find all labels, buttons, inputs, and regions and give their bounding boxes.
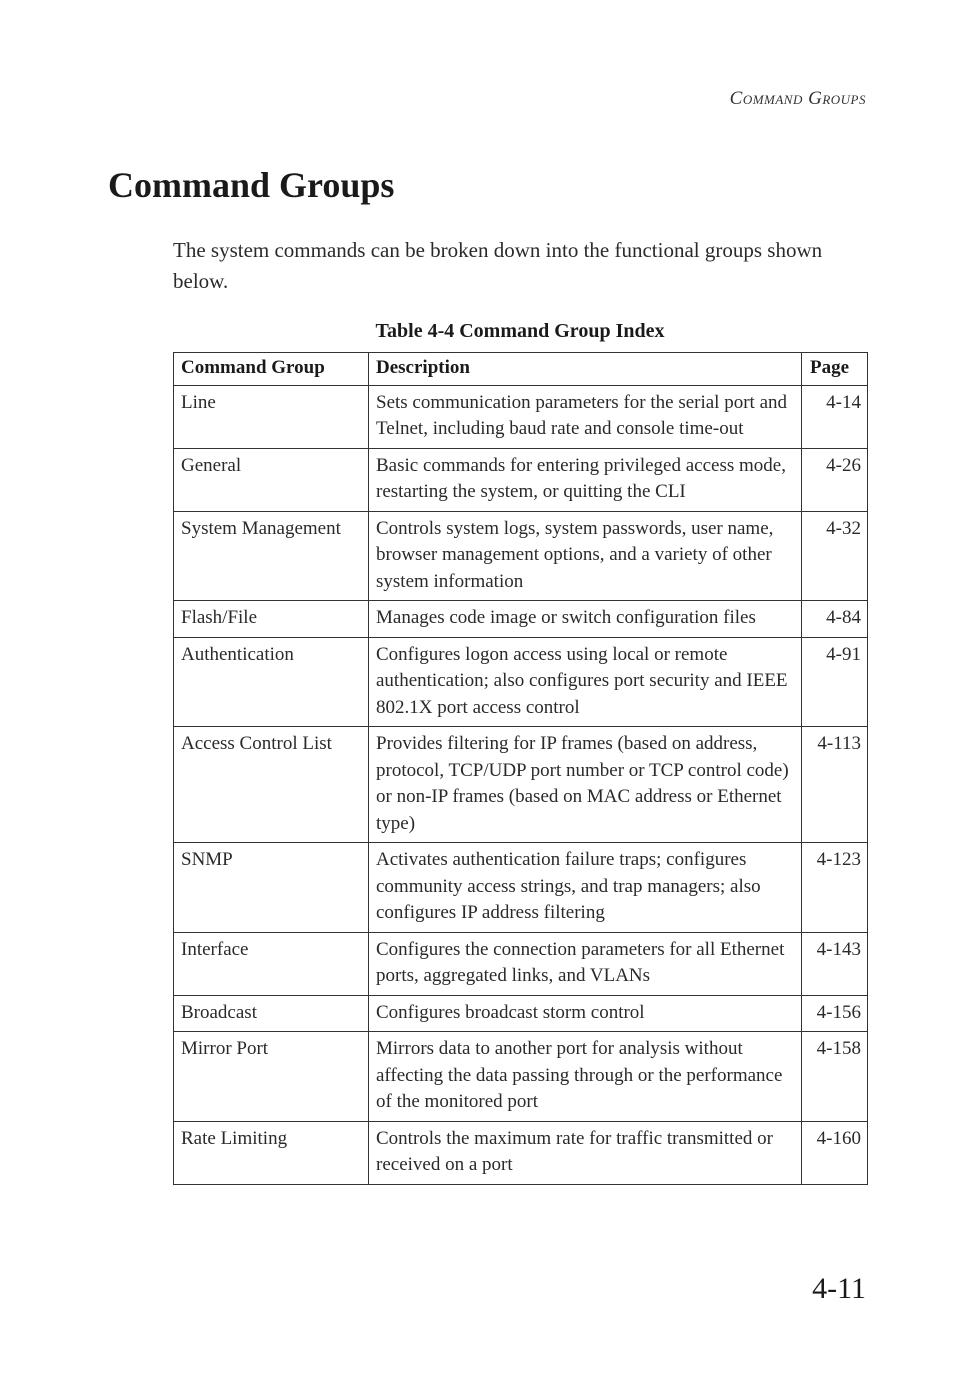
cell-page: 4-160 xyxy=(802,1121,868,1184)
cell-command-group: Rate Limiting xyxy=(174,1121,369,1184)
table-row xyxy=(174,1121,868,1184)
table-row xyxy=(174,932,868,995)
cell-command-group: Mirror Port xyxy=(174,1032,369,1122)
cell-command-group: Access Control List xyxy=(174,727,369,843)
cell-description: Mirrors data to another port for analysis without affecting the data passing through or the performance of the monitored port xyxy=(369,1032,802,1122)
running-header: Command Groups xyxy=(729,88,866,109)
table-row xyxy=(174,995,868,1032)
cell-page: 4-123 xyxy=(802,843,868,933)
table-row xyxy=(174,843,868,933)
cell-description: Activates authentication failure traps; configures community access strings, and trap managers; also configures IP address filtering xyxy=(369,843,802,933)
cell-command-group: General xyxy=(174,448,369,511)
page-title: Command Groups xyxy=(108,165,395,205)
table-row xyxy=(174,448,868,511)
cell-description: Configures broadcast storm control xyxy=(369,995,802,1032)
cell-command-group: Interface xyxy=(174,932,369,995)
table-header-row xyxy=(174,353,868,386)
table-caption: Table 4-4 Command Group Index xyxy=(375,320,665,342)
cell-page: 4-113 xyxy=(802,727,868,843)
cell-page: 4-14 xyxy=(802,385,868,448)
cell-command-group: SNMP xyxy=(174,843,369,933)
table-row xyxy=(174,1032,868,1122)
cell-page: 4-84 xyxy=(802,601,868,638)
cell-description: Manages code image or switch configuration files xyxy=(369,601,802,638)
cell-page: 4-143 xyxy=(802,932,868,995)
cell-page: 4-158 xyxy=(802,1032,868,1122)
command-group-table-container xyxy=(173,352,867,1185)
header-description: Description xyxy=(369,353,802,386)
cell-description: Configures the connection parameters for all Ethernet ports, aggregated links, and VLANs xyxy=(369,932,802,995)
table-row xyxy=(174,385,868,448)
cell-page: 4-32 xyxy=(802,511,868,601)
cell-command-group: Authentication xyxy=(174,637,369,727)
table-row xyxy=(174,637,868,727)
cell-command-group: System Management xyxy=(174,511,369,601)
cell-command-group: Line xyxy=(174,385,369,448)
header-command-group: Command Group xyxy=(174,353,369,386)
cell-command-group: Broadcast xyxy=(174,995,369,1032)
command-group-table xyxy=(173,352,868,1185)
cell-description: Sets communication parameters for the serial port and Telnet, including baud rate and console time-out xyxy=(369,385,802,448)
cell-description: Controls the maximum rate for traffic transmitted or received on a port xyxy=(369,1121,802,1184)
header-page: Page xyxy=(802,353,868,386)
table-row xyxy=(174,727,868,843)
cell-page: 4-156 xyxy=(802,995,868,1032)
cell-description: Provides filtering for IP frames (based on address, protocol, TCP/UDP port number or TCP control code) or non-IP frames (based on MAC address or Ethernet type) xyxy=(369,727,802,843)
page-number: 4-11 xyxy=(812,1272,866,1305)
cell-description: Basic commands for entering privileged access mode, restarting the system, or quitting the CLI xyxy=(369,448,802,511)
table-row xyxy=(174,601,868,638)
intro-paragraph: The system commands can be broken down into the functional groups shown below. xyxy=(173,238,823,293)
cell-description: Controls system logs, system passwords, user name, browser management options, and a variety of other system information xyxy=(369,511,802,601)
cell-command-group: Flash/File xyxy=(174,601,369,638)
cell-page: 4-91 xyxy=(802,637,868,727)
cell-description: Configures logon access using local or remote authentication; also configures port security and IEEE 802.1X port access control xyxy=(369,637,802,727)
cell-page: 4-26 xyxy=(802,448,868,511)
table-row xyxy=(174,511,868,601)
